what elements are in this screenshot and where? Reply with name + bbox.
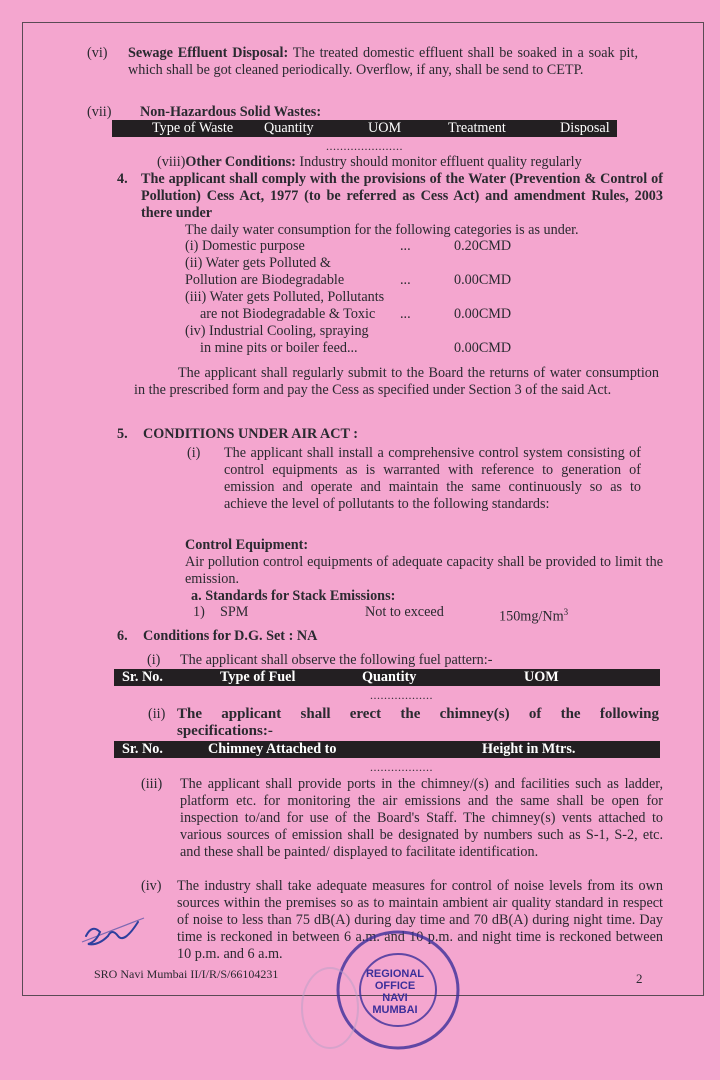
sec6-heading: Conditions for D.G. Set : NA bbox=[143, 628, 318, 644]
sec-vi-title: Sewage Effluent Disposal: bbox=[128, 45, 289, 61]
chimney-col-height: Height in Mtrs. bbox=[482, 741, 576, 757]
fuel-col-uom: UOM bbox=[524, 669, 559, 685]
sec6-iii-num: (iii) bbox=[141, 776, 163, 792]
sec6-iv-text: The industry shall take adequate measures for control of noise levels from its own sources within the premises so as to maintain ambient air quality standard in respect of noise to less than 75 dB(A) during day time and 70 dB(A) during night time. Day time is reckoned in between 6 a.m. and 10 p.m. and night time is reckoned between 10 p.m. and 6 a.m. bbox=[177, 878, 663, 962]
control-equipment-text: Air pollution control equipments of adequate capacity shall be provided to limit the emission. bbox=[185, 554, 663, 587]
sec-viii-num: (viii) bbox=[157, 154, 186, 170]
water-row-4-label-2: in mine pits or boiler feed... bbox=[200, 340, 358, 356]
stack-std-param: SPM bbox=[220, 604, 249, 620]
water-row-1-value: 0.20CMD bbox=[454, 238, 512, 254]
seal-center-text bbox=[360, 968, 430, 1016]
sec-vii-num: (vii) bbox=[87, 104, 112, 120]
sec6-i-num: (i) bbox=[147, 652, 161, 668]
chimney-dots: .................. bbox=[370, 760, 433, 774]
water-row-2-label-2: Pollution are Biodegradable bbox=[185, 272, 345, 288]
seal-line-2: OFFICE bbox=[374, 980, 416, 992]
footer-reference: SRO Navi Mumbai II/I/R/S/66104231 bbox=[94, 967, 279, 981]
chimney-col-srno: Sr. No. bbox=[122, 741, 163, 757]
sec-vii-title: Non-Hazardous Solid Wastes: bbox=[140, 104, 322, 120]
water-row-3-dots: ... bbox=[400, 306, 411, 322]
water-row-1-label: (i) Domestic purpose bbox=[185, 238, 305, 254]
fuel-col-srno: Sr. No. bbox=[122, 669, 163, 685]
sec6-ii-text: The applicant shall erect the chimney(s) of the following specifications:- bbox=[177, 706, 659, 739]
fuel-table-header bbox=[114, 669, 660, 686]
stack-std-num: 1) bbox=[193, 604, 205, 620]
fuel-dots: .................. bbox=[370, 688, 433, 702]
sec5-heading: CONDITIONS UNDER AIR ACT : bbox=[143, 426, 358, 442]
sec6-i-text: The applicant shall observe the following fuel pattern:- bbox=[180, 652, 493, 668]
water-row-2-value: 0.00CMD bbox=[454, 272, 512, 288]
waste-table-header bbox=[112, 120, 617, 137]
water-row-2-dots: ... bbox=[400, 272, 411, 288]
water-row-4-value: 0.00CMD bbox=[454, 340, 512, 356]
sec-viii-title: Other Conditions: bbox=[185, 154, 296, 170]
fuel-col-quantity: Quantity bbox=[362, 669, 417, 685]
sec4-intro: The daily water consumption for the following categories is as under. bbox=[185, 222, 579, 238]
stack-std-value: 150mg/Nm bbox=[499, 608, 564, 625]
waste-col-uom: UOM bbox=[368, 120, 402, 136]
chimney-col-attached: Chimney Attached to bbox=[208, 741, 337, 757]
sec4-heading: The applicant shall comply with the provisions of the Water (Prevention & Control of Pollution) Cess Act, 1977 (to be referred as Cess Act) and amendment Rules, 2003 there under bbox=[141, 171, 663, 221]
sec6-iii-text: The applicant shall provide ports in the chimney/(s) and facilities such as ladder, platform etc. for monitoring the air emissions and the same shall be open for inspection to/and for use of the Board's Staff. The chimney(s) vents attached to various sources of emission shall be designated by numbers such as S-1, S-2, etc. and these shall be painted/ displayed to facilitate identification. bbox=[180, 776, 663, 860]
sec-viii-line bbox=[157, 154, 582, 171]
waste-dots: ...................... bbox=[326, 139, 403, 153]
water-row-2-label: (ii) Water gets Polluted & bbox=[185, 255, 331, 271]
waste-col-quantity: Quantity bbox=[264, 120, 314, 136]
waste-col-type: Type of Waste bbox=[152, 120, 234, 136]
control-equipment-title: Control Equipment: bbox=[185, 537, 309, 553]
water-row-3-label-2: are not Biodegradable & Toxic bbox=[200, 306, 376, 322]
page-number: 2 bbox=[636, 971, 643, 986]
sec4-cess-paragraph: The applicant shall regularly submit to the Board the returns of water consumption in the prescribed form and pay the Cess as specified under Section 3 of the said Act. bbox=[134, 365, 659, 398]
chimney-table-header bbox=[114, 741, 660, 758]
sec6-num: 6. bbox=[117, 628, 128, 644]
sec-vi-text: The treated domestic effluent shall be soaked in a soak pit, which shall be got cleaned periodically. Overflow, if any, shall be send to CETP. bbox=[128, 45, 638, 78]
seal-line-1: REGIONAL bbox=[365, 968, 425, 980]
stack-std-limit: Not to exceed bbox=[365, 604, 444, 620]
sec5-item-num: (i) bbox=[187, 445, 201, 461]
water-row-3-value: 0.00CMD bbox=[454, 306, 512, 322]
stack-std-sup: 3 bbox=[563, 607, 569, 617]
seal-line-4: MUMBAI bbox=[372, 1004, 418, 1016]
stack-std-value-line bbox=[499, 604, 568, 626]
sec6-ii-num: (ii) bbox=[148, 706, 166, 722]
sec-vi-paragraph bbox=[128, 45, 638, 79]
sec4-num: 4. bbox=[117, 171, 128, 187]
sec6-iv-num: (iv) bbox=[141, 878, 162, 894]
waste-col-treatment: Treatment bbox=[448, 120, 506, 136]
seal-line-3: NAVI bbox=[382, 992, 408, 1004]
sec-viii-text: Industry should monitor effluent quality regularly bbox=[295, 154, 582, 170]
sec5-item-text: The applicant shall install a comprehensive control system consisting of control equipments as is warranted with reference to generation of emission and operate and maintain the same continuously so as to achieve the level of pollutants to the following standards: bbox=[224, 445, 641, 512]
water-row-3-label: (iii) Water gets Polluted, Pollutants bbox=[185, 289, 385, 305]
sec-vi-num: (vi) bbox=[87, 45, 108, 61]
water-row-1-dots: ... bbox=[400, 238, 411, 254]
signature-mark bbox=[78, 906, 148, 952]
water-row-4-label: (iv) Industrial Cooling, spraying bbox=[185, 323, 369, 339]
stack-standards-title: a. Standards for Stack Emissions: bbox=[191, 588, 396, 604]
sec5-num: 5. bbox=[117, 426, 128, 442]
fuel-col-type: Type of Fuel bbox=[220, 669, 296, 685]
waste-col-disposal: Disposal bbox=[560, 120, 610, 136]
